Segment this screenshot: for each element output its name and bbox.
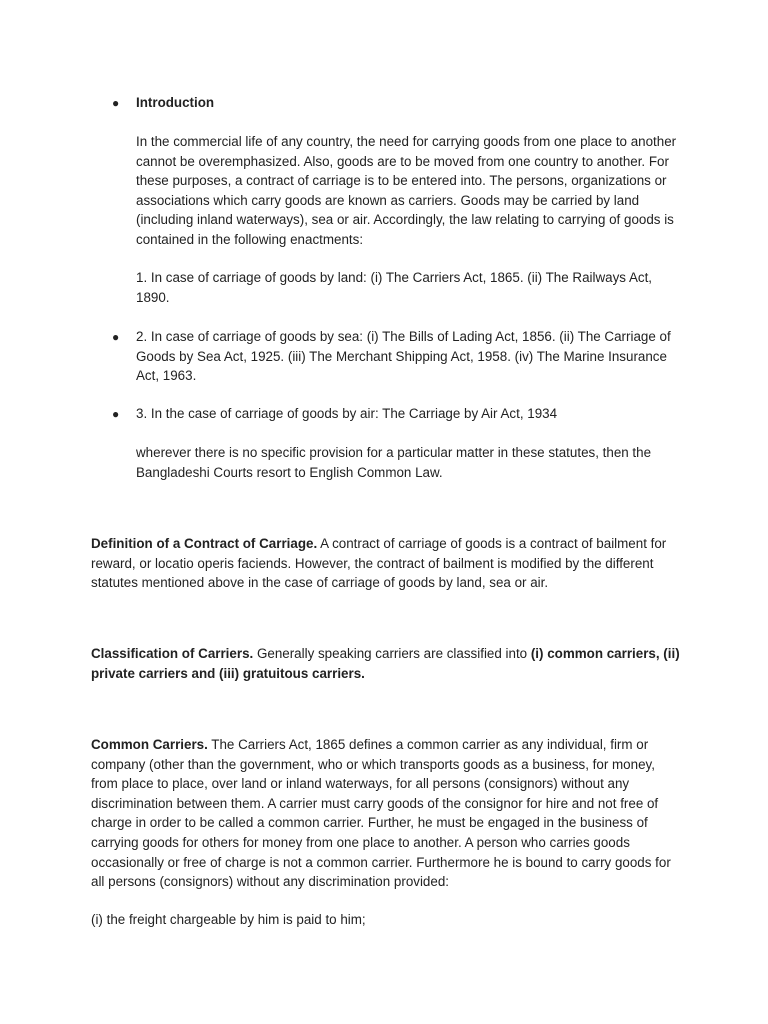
condition-item-freight: (i) the freight chargeable by him is paid to him;	[91, 912, 366, 927]
bullet-icon: ●	[112, 330, 120, 344]
section-heading-introduction: Introduction	[136, 95, 215, 110]
enactment-item-sea: 2. In case of carriage of goods by sea: (i) The Bills of Lading Act, 1856. (ii) The Carriage of Goods by Sea Act, 1925. (iii) The Merchant Shipping Act, 1958. (iv) The Marine Insurance Act, 1963.	[136, 329, 671, 384]
common-carriers-text: The Carriers Act, 1865 defines a common carrier as any individual, firm or company (other than the government, who or which transports goods as a business, for money, from place to place, over land or inland waterways, for all persons (consignors) without any discrimination between them. A carrier must carry goods of the consignor for hire and not free of charge in order to be called a common carrier. Further, he must be engaged in the business of carrying goods for others for money from one place to another. A person who carries goods occasionally or free of charge is not a common carrier. Furthermore he is bound to carry goods for all persons (consignors) without any discrimination provided:	[91, 737, 671, 890]
definition-text: A contract of carriage of goods is a contract of bailment for reward, or locatio operis faciends. However, the contract of bailment is modified by the different statutes mentioned above in the case of carriage of goods by land, sea or air.	[91, 536, 667, 591]
enactment-item-air: 3. In the case of carriage of goods by air: The Carriage by Air Act, 1934	[136, 406, 558, 421]
bullet-icon: ●	[112, 96, 120, 110]
common-carriers-paragraph	[91, 735, 681, 892]
common-carriers-label: Common Carriers.	[91, 737, 208, 752]
enactment-item-land: 1. In case of carriage of goods by land: (i) The Carriers Act, 1865. (ii) The Railways Act, 1890.	[136, 270, 653, 305]
common-law-note: wherever there is no specific provision for a particular matter in these statutes, then the Bangladeshi Courts resort to English Common Law.	[136, 445, 652, 480]
bullet-icon: ●	[112, 407, 120, 421]
definition-paragraph	[91, 534, 681, 593]
intro-paragraph: In the commercial life of any country, the need for carrying goods from one place to another cannot be overemphasized. Also, goods are to be moved from one country to another. For these purposes, a contract of carriage is to be entered into. The persons, organizations or associations which carry goods are known as carriers. Goods may be carried by land (including inland waterways), sea or air. Accordingly, the law relating to carrying of goods is contained in the following enactments:	[136, 134, 677, 247]
classification-label: Classification of Carriers.	[91, 646, 254, 661]
definition-label: Definition of a Contract of Carriage.	[91, 536, 318, 551]
classification-emphasis: (i) common carriers, (ii) private carriers and (iii) gratuitous carriers.	[91, 646, 680, 681]
classification-text: Generally speaking carriers are classified into	[253, 646, 531, 661]
classification-paragraph	[91, 644, 681, 683]
